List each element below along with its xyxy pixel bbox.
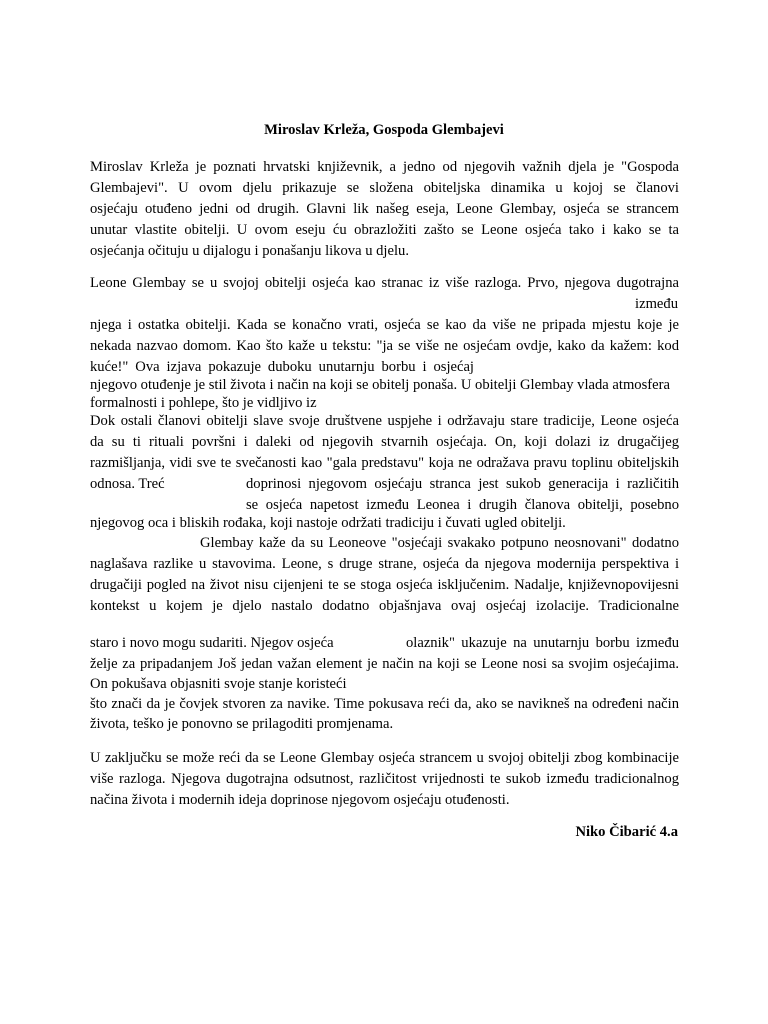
- text-line: Glembajevi". U ovom djelu prikazuje se složena obiteljska dinamika u kojoj se članovi: [90, 180, 679, 196]
- signature: Niko Čibarić 4.a: [575, 824, 678, 840]
- text-line: razmišljanja, vidi sve te svečanosti kao "gala predstavu" koja ne odražava pravu toplinu obiteljskih: [90, 455, 679, 471]
- text-line: unutar vlastite obitelji. U ovom eseju ću obrazložiti zašto se Leone osjeća tako i kako se ta: [90, 222, 679, 238]
- text-line: načina života i modernih ideja doprinose njegovom osjećaju otuđenosti.: [90, 792, 510, 808]
- text-line: staro i novo mogu sudariti. Njegov osjeća: [90, 635, 334, 651]
- text-line: kontekst u kojem je djelo nastalo dodatno objašnjava ovaj osjećaj izolacije. Tradicionalne: [90, 598, 679, 614]
- text-line: osjećanja očituju u dijalogu i ponašanju likova u djelu.: [90, 243, 409, 259]
- text-line: odnosa. Treć: [90, 476, 165, 492]
- text-line: se osjeća napetost između Leonea i drugih članova obitelji, posebno: [246, 497, 679, 513]
- text-line: da su ti rituali površni i daleki od njegovih stvarnih osjećaja. On, koji dolazi iz drugačijeg: [90, 434, 679, 450]
- text-line: kuće!" Ova izjava pokazuje duboku unutarnju borbu i osjećaj: [90, 359, 474, 375]
- text-line: što znači da je čovjek stvoren za navike. Time pokusava reći da, ako se navikneš na određeni način: [90, 696, 679, 712]
- text-line: formalnosti i pohlepe, što je vidljivo iz: [90, 395, 317, 411]
- text-line: doprinosi njegovom osjećaju stranca jest sukob generacija i različitih: [246, 476, 679, 492]
- text-line: njegovo otuđenje je stil života i način na koji se obitelj ponaša. U obitelji Glembay vlada atmosfera: [90, 377, 670, 393]
- text-line: On pokušava objasniti svoje stanje koristeći: [90, 676, 347, 692]
- text-line: olaznik" ukazuje na unutarnju borbu između: [406, 635, 679, 651]
- text-line: U zaključku se može reći da se Leone Glembay osjeća strancem u svojoj obitelji zbog kombinacije: [90, 750, 679, 766]
- text-line: Leone Glembay se u svojoj obitelji osjeća kao stranac iz više razloga. Prvo, njegova dugotrajna: [90, 275, 679, 291]
- text-line: naglašava razlike u stavovima. Leone, s druge strane, osjeća da njegova modernija perspektiva i: [90, 556, 679, 572]
- text-line: Dok ostali članovi obitelji slave svoje društvene uspjehe i održavaju stare tradicije, Leone osjeća: [90, 413, 679, 429]
- text-line: drugačiji pogled na život nisu cijenjeni te se stoga osjeća isključenim. Nadalje, književnopovijesni: [90, 577, 679, 593]
- document-title: Miroslav Krleža, Gospoda Glembajevi: [264, 122, 504, 138]
- text-line: života, teško je ponovno se prilagoditi promjenama.: [90, 716, 394, 732]
- text-line: nekada nazvao domom. Kao što kaže u tekstu: "ja se više ne osjećam ovdje, kako da kažem: kod: [90, 338, 679, 354]
- text-line: više razloga. Njegova dugotrajna odsutnost, različitost vrijednosti te sukob između tradicionalnog: [90, 771, 679, 787]
- text-line: Glembay kaže da su Leoneove "osjećaji svakako potpuno neosnovani" dodatno: [200, 535, 679, 551]
- text-line: njega i ostatka obitelji. Kada se konačno vrati, osjeća se kao da više ne pripada mjestu koje je: [90, 317, 679, 333]
- text-line: Miroslav Krleža je poznati hrvatski književnik, a jedno od njegovih važnih djela je "Gospoda: [90, 159, 679, 175]
- text-line: želje za pripadanjem Još jedan važan element je način na koji se Leone nosi sa svojim osjećajima.: [90, 656, 679, 672]
- text-line: njegovog oca i bliskih rođaka, koji nastoje održati tradiciju i čuvati ugled obitelji.: [90, 515, 566, 531]
- text-line: osjećaju otuđeno jedni od drugih. Glavni lik našeg eseja, Leone Glembay, osjeća se strancem: [90, 201, 679, 217]
- text-line: između: [635, 296, 678, 312]
